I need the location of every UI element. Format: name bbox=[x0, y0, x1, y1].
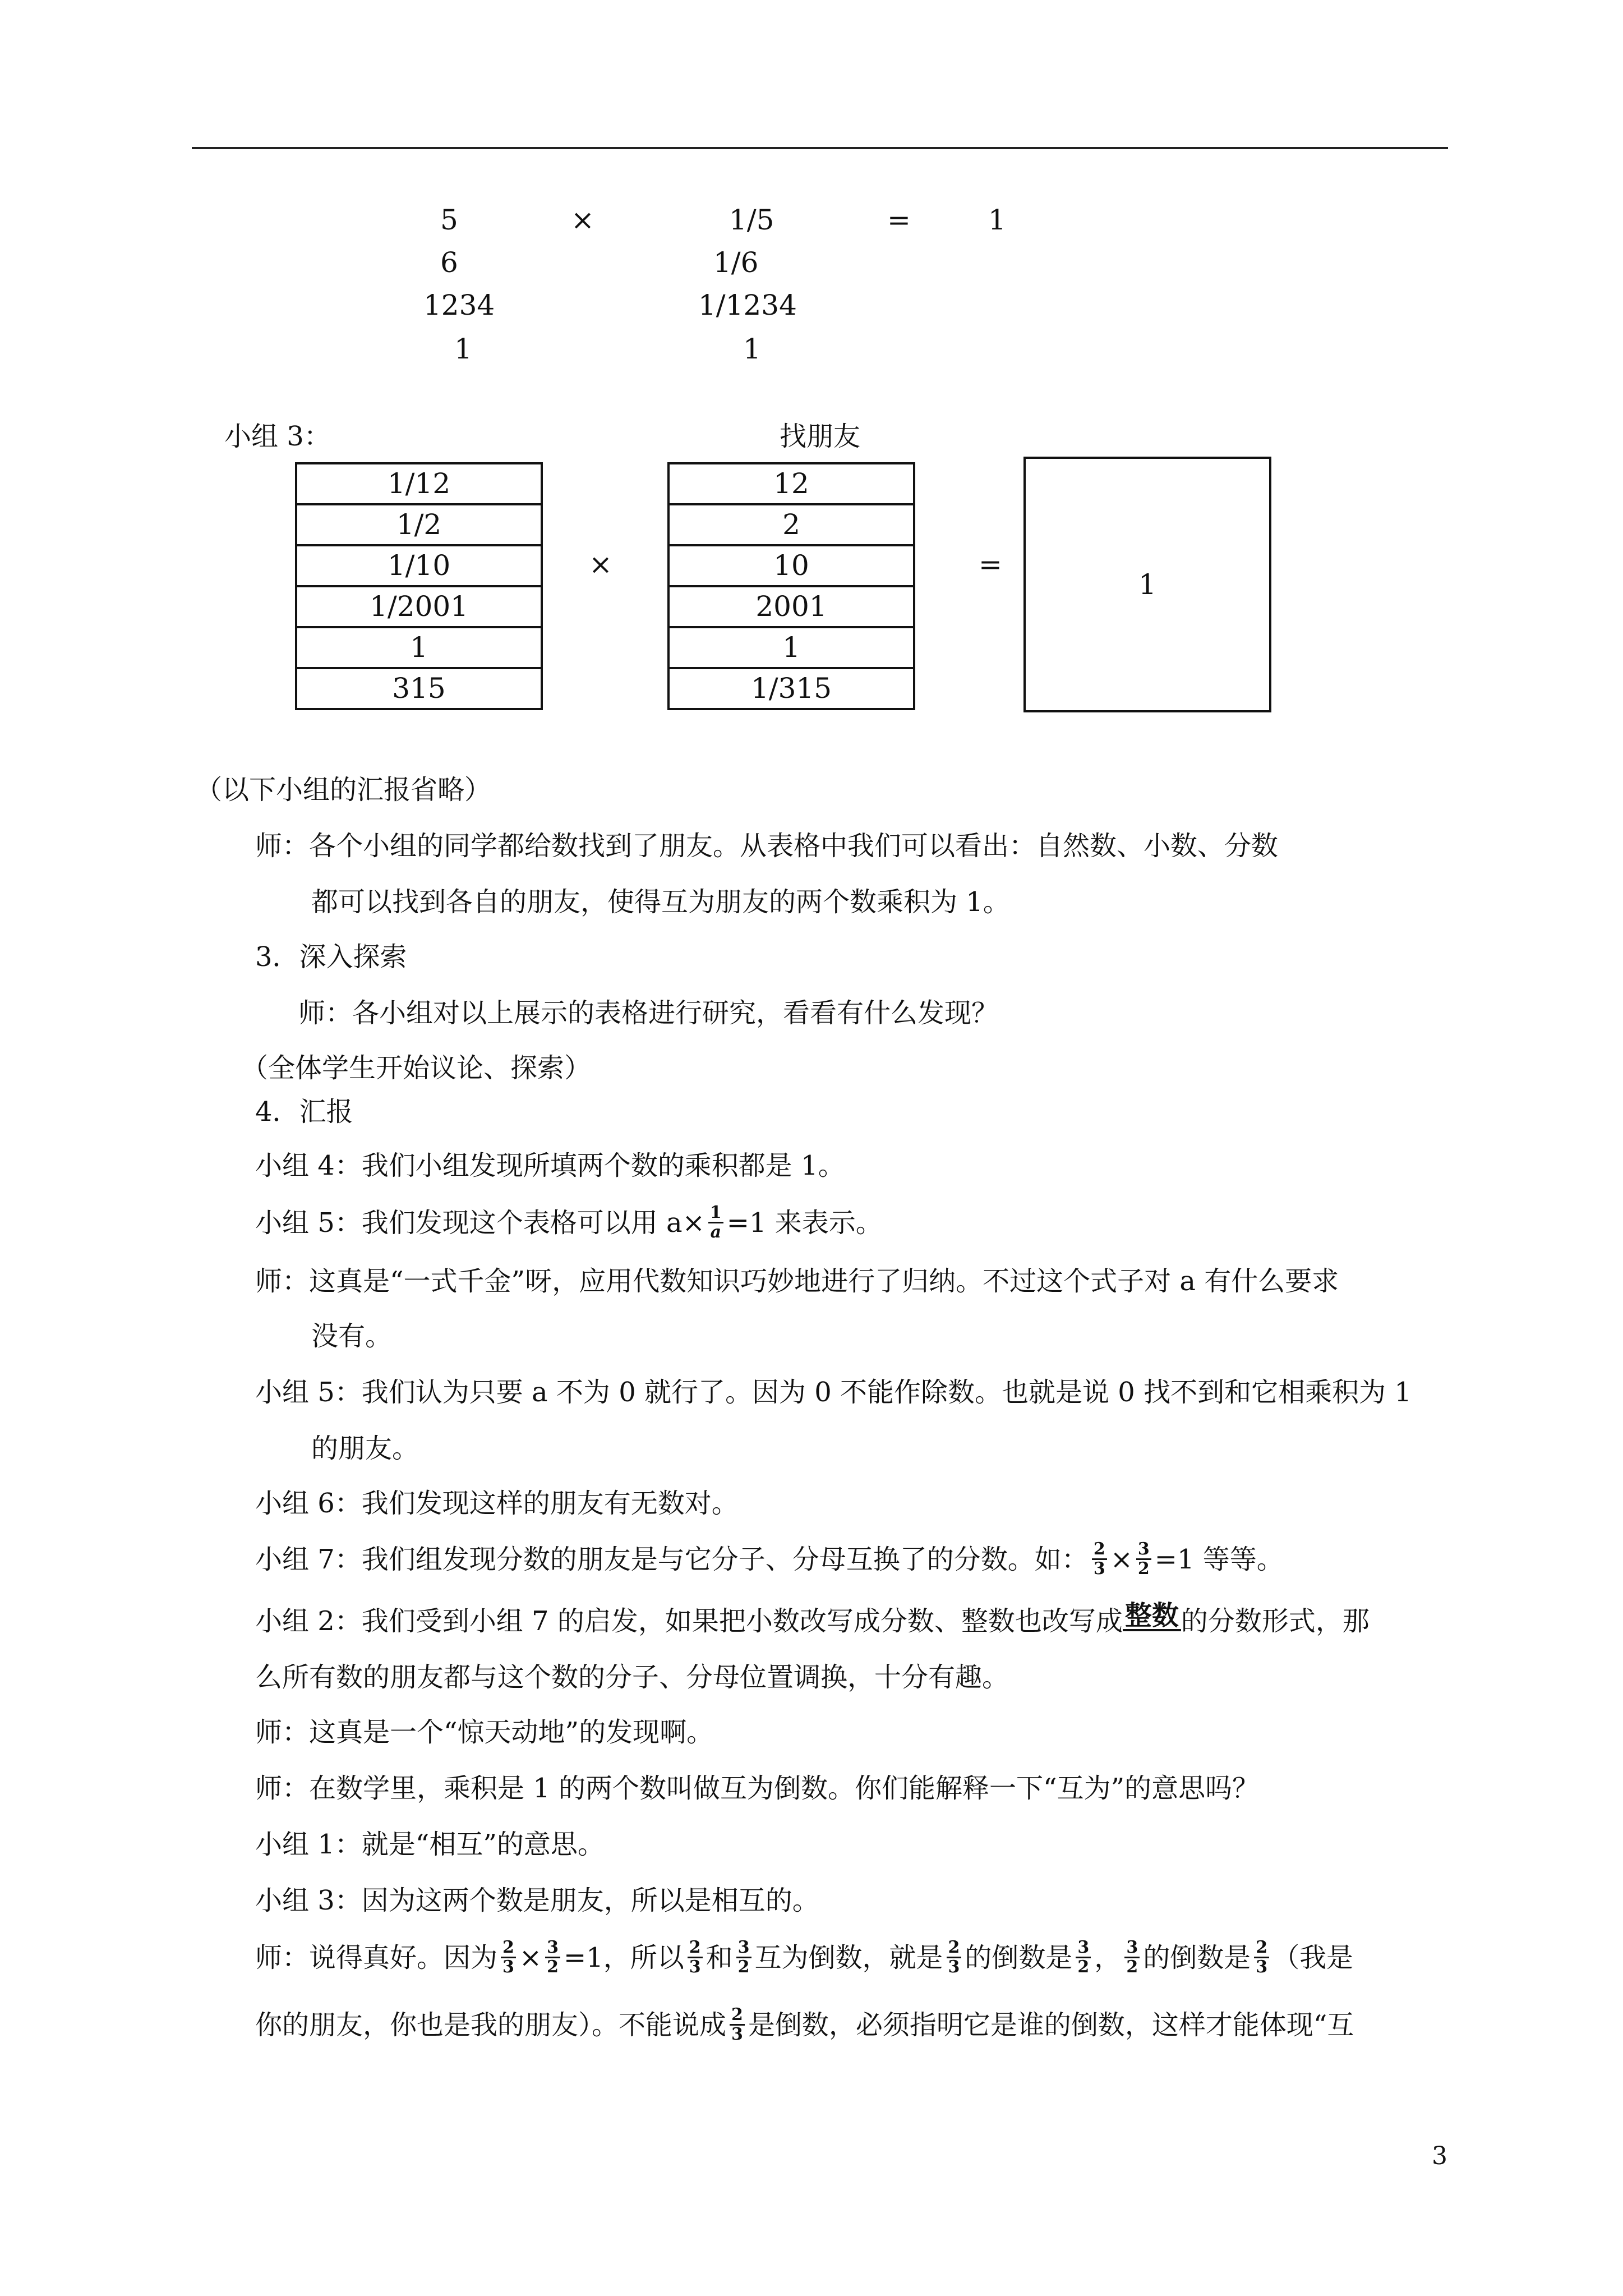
table-cell: 2001 bbox=[668, 586, 914, 627]
denominator: 2 bbox=[1126, 1957, 1138, 1977]
numerator: 3 bbox=[736, 1939, 751, 1958]
fraction-1-over-a bbox=[708, 1204, 723, 1241]
denominator: 3 bbox=[1093, 1559, 1105, 1579]
fraction-2-3 bbox=[947, 1939, 962, 1976]
text-span: =1，所以 bbox=[563, 1942, 684, 1973]
fraction-2-3 bbox=[1092, 1540, 1107, 1578]
text-span: 互为倒数，就是 bbox=[754, 1942, 943, 1973]
denominator: 3 bbox=[502, 1957, 514, 1977]
table-cell: 12 bbox=[668, 463, 914, 504]
numerator: 3 bbox=[1076, 1939, 1091, 1958]
text-span: 你的朋友，你也是我的朋友）。不能说成 bbox=[255, 2009, 727, 2041]
text-span: ， bbox=[1094, 1942, 1122, 1973]
group3-title: 找朋友 bbox=[780, 421, 861, 452]
text-span: × bbox=[1110, 1544, 1133, 1575]
eq-right-3: 1/1234 bbox=[698, 289, 797, 321]
text-span: 的分数形式，那 bbox=[1181, 1605, 1370, 1637]
group3-right-table bbox=[667, 462, 915, 710]
table-cell: 1/10 bbox=[296, 545, 542, 586]
bold-word: 整数 bbox=[1123, 1602, 1181, 1631]
group3-result: 1 bbox=[1138, 568, 1156, 601]
eq-right-2: 1/6 bbox=[713, 246, 759, 279]
text-span: =1 来表示。 bbox=[726, 1207, 883, 1239]
paragraph: 师：这真是一个“惊天动地”的发现啊。 bbox=[255, 1717, 714, 1748]
denominator: 2 bbox=[547, 1957, 559, 1977]
paragraph: （以下小组的汇报省略） bbox=[195, 774, 492, 806]
text-span: （我是 bbox=[1272, 1942, 1354, 1973]
eq-left-2: 6 bbox=[440, 246, 458, 279]
paragraph: 师：各小组对以上展示的表格进行研究，看看有什么发现？ bbox=[298, 997, 999, 1029]
text-span: 和 bbox=[706, 1942, 733, 1973]
group3-equals: = bbox=[979, 548, 1002, 581]
paragraph: 师：各个小组的同学都给数找到了朋友。从表格中我们可以看出：自然数、小数、分数 bbox=[255, 830, 1279, 862]
numerator: 2 bbox=[730, 2006, 745, 2026]
fraction-2-3 bbox=[1254, 1939, 1269, 1976]
text-span: 小组 7：我们组发现分数的朋友是与它分子、分母互换了的分数。如： bbox=[255, 1544, 1089, 1575]
numerator: 2 bbox=[1092, 1540, 1107, 1560]
paragraph bbox=[255, 2005, 1354, 2046]
group3-result-box bbox=[1023, 457, 1271, 712]
denominator: 2 bbox=[1137, 1559, 1150, 1579]
group3-label: 小组 3： bbox=[224, 421, 331, 452]
header-rule bbox=[192, 147, 1448, 149]
paragraph: （全体学生开始议论、探索） bbox=[241, 1052, 592, 1084]
paragraph: 么所有数的朋友都与这个数的分子、分母位置调换，十分有趣。 bbox=[255, 1662, 1009, 1693]
text-span: 小组 2：我们受到小组 7 的启发，如果把小数改写成分数、整数也改写成 bbox=[255, 1605, 1123, 1637]
fraction-3-2 bbox=[1136, 1540, 1151, 1578]
paragraph: 小组 1：就是“相互”的意思。 bbox=[255, 1829, 605, 1860]
text-span: =1 等等。 bbox=[1154, 1544, 1284, 1575]
fraction-3-2 bbox=[736, 1939, 751, 1976]
table-cell: 1/2 bbox=[296, 504, 542, 545]
paragraph: 师：这真是“一式千金”呀，应用代数知识巧妙地进行了归纳。不过这个式子对 a 有什么要求 bbox=[255, 1266, 1339, 1297]
fraction-3-2 bbox=[1076, 1939, 1091, 1976]
table-cell: 1/315 bbox=[668, 668, 914, 709]
eq-result: 1 bbox=[988, 204, 1006, 236]
numerator: 3 bbox=[545, 1939, 560, 1958]
paragraph bbox=[255, 1938, 1354, 1978]
section-heading: 3．深入探索 bbox=[255, 941, 407, 973]
paragraph bbox=[255, 1600, 1370, 1638]
page-number: 3 bbox=[1432, 2142, 1447, 2170]
paragraph: 师：在数学里，乘积是 1 的两个数叫做互为倒数。你们能解释一下“互为”的意思吗？ bbox=[255, 1773, 1260, 1804]
denominator: 3 bbox=[1256, 1957, 1268, 1977]
fraction-2-3 bbox=[730, 2006, 745, 2044]
text-span: 的倒数是 bbox=[1143, 1942, 1251, 1973]
text-span: 小组 5：我们发现这个表格可以用 a× bbox=[255, 1207, 705, 1239]
eq-equals: = bbox=[887, 204, 911, 236]
table-cell: 315 bbox=[296, 668, 542, 709]
text-span: 是倒数，必须指明它是谁的倒数，这样才能体现“互 bbox=[748, 2009, 1354, 2041]
group3-left-table bbox=[295, 462, 543, 710]
denominator: 2 bbox=[737, 1957, 750, 1977]
paragraph: 小组 5：我们认为只要 a 不为 0 就行了。因为 0 不能作除数。也就是说 0 找不到和它相乘积为 1 bbox=[255, 1377, 1412, 1408]
table-cell: 1/12 bbox=[296, 463, 542, 504]
eq-right-4: 1 bbox=[743, 333, 761, 365]
section-heading: 4．汇报 bbox=[255, 1096, 353, 1128]
paragraph: 小组 4：我们小组发现所填两个数的乘积都是 1。 bbox=[255, 1150, 845, 1181]
eq-left-1: 5 bbox=[440, 204, 458, 236]
table-cell: 10 bbox=[668, 545, 914, 586]
denominator: 3 bbox=[948, 1957, 960, 1977]
paragraph bbox=[255, 1203, 883, 1244]
fraction-3-2 bbox=[545, 1939, 560, 1976]
paragraph: 小组 3：因为这两个数是朋友，所以是相互的。 bbox=[255, 1885, 819, 1916]
table-cell: 2 bbox=[668, 504, 914, 545]
numerator: 2 bbox=[947, 1939, 962, 1958]
numerator: 3 bbox=[1124, 1939, 1140, 1958]
numerator: 2 bbox=[1254, 1939, 1269, 1958]
eq-left-4: 1 bbox=[454, 333, 472, 365]
paragraph: 没有。 bbox=[311, 1320, 393, 1352]
numerator: 3 bbox=[1136, 1540, 1151, 1560]
numerator: 1 bbox=[708, 1204, 723, 1223]
paragraph bbox=[255, 1539, 1284, 1580]
group3-times: × bbox=[589, 548, 612, 581]
denominator: 3 bbox=[731, 2024, 743, 2044]
fraction-3-2 bbox=[1124, 1939, 1140, 1976]
paragraph: 小组 6：我们发现这样的朋友有无数对。 bbox=[255, 1488, 739, 1519]
eq-times: × bbox=[571, 204, 594, 236]
table-cell: 1 bbox=[296, 627, 542, 668]
numerator: 2 bbox=[501, 1939, 516, 1958]
denominator: 3 bbox=[689, 1957, 701, 1977]
eq-left-3: 1234 bbox=[423, 289, 495, 321]
fraction-2-3 bbox=[688, 1939, 703, 1976]
paragraph: 的朋友。 bbox=[311, 1433, 419, 1464]
text-span: × bbox=[519, 1942, 542, 1973]
text-span: 的倒数是 bbox=[965, 1942, 1073, 1973]
table-cell: 1 bbox=[668, 627, 914, 668]
text-span: 师：说得真好。因为 bbox=[255, 1942, 498, 1973]
denominator: a bbox=[710, 1222, 722, 1242]
table-cell: 1/2001 bbox=[296, 586, 542, 627]
denominator: 2 bbox=[1077, 1957, 1090, 1977]
eq-right-1: 1/5 bbox=[729, 204, 774, 236]
numerator: 2 bbox=[688, 1939, 703, 1958]
paragraph: 都可以找到各自的朋友，使得互为朋友的两个数乘积为 1。 bbox=[311, 886, 1010, 918]
fraction-2-3 bbox=[501, 1939, 516, 1976]
